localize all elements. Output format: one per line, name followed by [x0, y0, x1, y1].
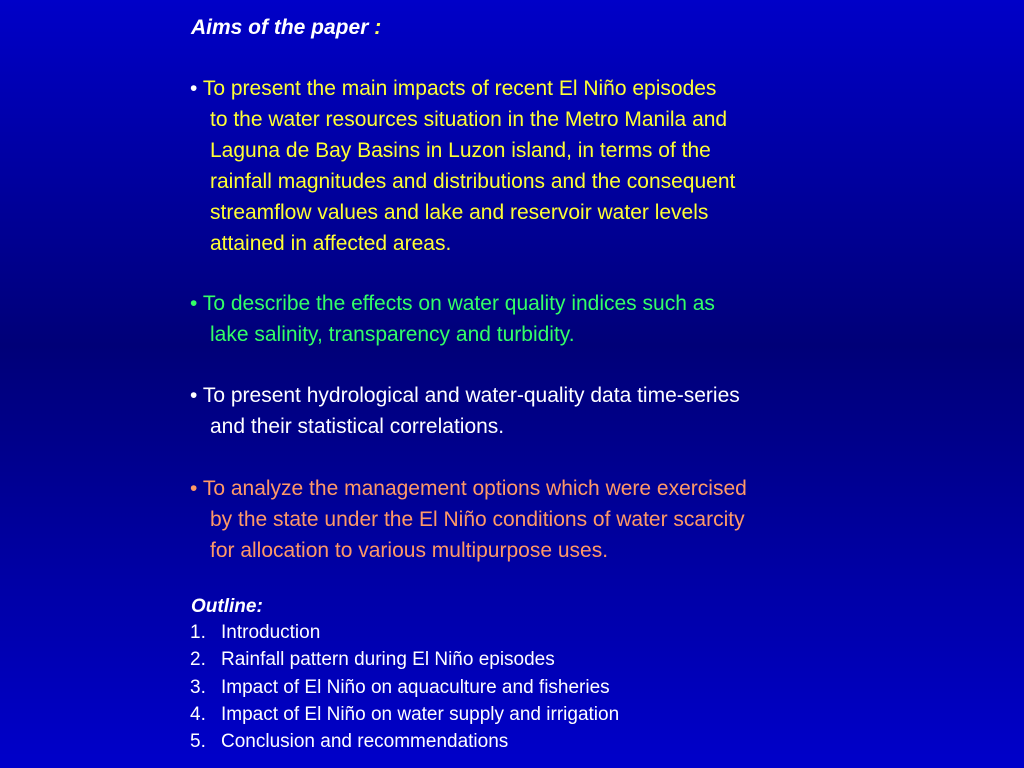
outline-item-number: 1. — [190, 622, 206, 643]
aims-bullet-management — [190, 473, 747, 566]
outline-item-number: 4. — [190, 703, 206, 725]
bullet-dot: • — [190, 384, 198, 407]
bullet-dot: • — [190, 477, 198, 500]
outline-item — [190, 674, 619, 701]
aims-bullet-impacts — [190, 73, 735, 259]
outline-item — [190, 701, 619, 728]
outline-item-text: Introduction — [221, 622, 321, 643]
bullet-line: for allocation to various multipurpose uses. — [210, 539, 609, 562]
outline-list — [190, 619, 619, 755]
bullet-line: and their statistical correlations. — [210, 415, 505, 438]
outline-item-number: 2. — [190, 649, 206, 671]
outline-item-number: 3. — [190, 676, 206, 698]
aims-bullet-water-quality — [190, 288, 715, 350]
bullet-line — [190, 473, 747, 504]
outline-item — [190, 619, 619, 646]
aims-bullet-data-series — [190, 380, 740, 442]
bullet-text: To describe the effects on water quality indices such as — [202, 292, 715, 315]
outline-item-text: Rainfall pattern during El Niño episodes — [221, 649, 555, 671]
aims-heading-text: Aims of the paper — [191, 16, 369, 39]
outline-item-text: Conclusion and recommendations — [221, 731, 509, 753]
bullet-line — [190, 73, 735, 104]
bullet-dot: • — [190, 77, 198, 100]
bullet-text: To present hydrological and water-quality data time-series — [202, 384, 740, 407]
outline-item — [190, 728, 619, 755]
aims-heading — [191, 16, 381, 40]
bullet-text: To analyze the management options which were exercised — [202, 477, 747, 500]
bullet-line: attained in affected areas. — [210, 232, 452, 255]
bullet-dot: • — [190, 292, 198, 315]
bullet-text: To present the main impacts of recent El Niño episodes — [202, 77, 717, 100]
bullet-line: rainfall magnitudes and distributions and the consequent — [210, 170, 736, 193]
bullet-line: Laguna de Bay Basins in Luzon island, in terms of the — [210, 139, 711, 162]
outline-heading: Outline: — [191, 596, 263, 617]
bullet-line — [190, 380, 740, 411]
outline-item-text: Impact of El Niño on aquaculture and fisheries — [221, 676, 610, 698]
outline-item-text: Impact of El Niño on water supply and irrigation — [221, 703, 620, 725]
bullet-line: to the water resources situation in the Metro Manila and — [210, 108, 728, 131]
outline-item-number: 5. — [190, 731, 206, 753]
aims-heading-colon: : — [374, 16, 382, 39]
outline-item — [190, 646, 619, 673]
bullet-line: lake salinity, transparency and turbidity. — [210, 323, 575, 346]
bullet-line: by the state under the El Niño conditions of water scarcity — [210, 508, 745, 531]
bullet-line — [190, 288, 715, 319]
bullet-line: streamflow values and lake and reservoir water levels — [210, 201, 709, 224]
